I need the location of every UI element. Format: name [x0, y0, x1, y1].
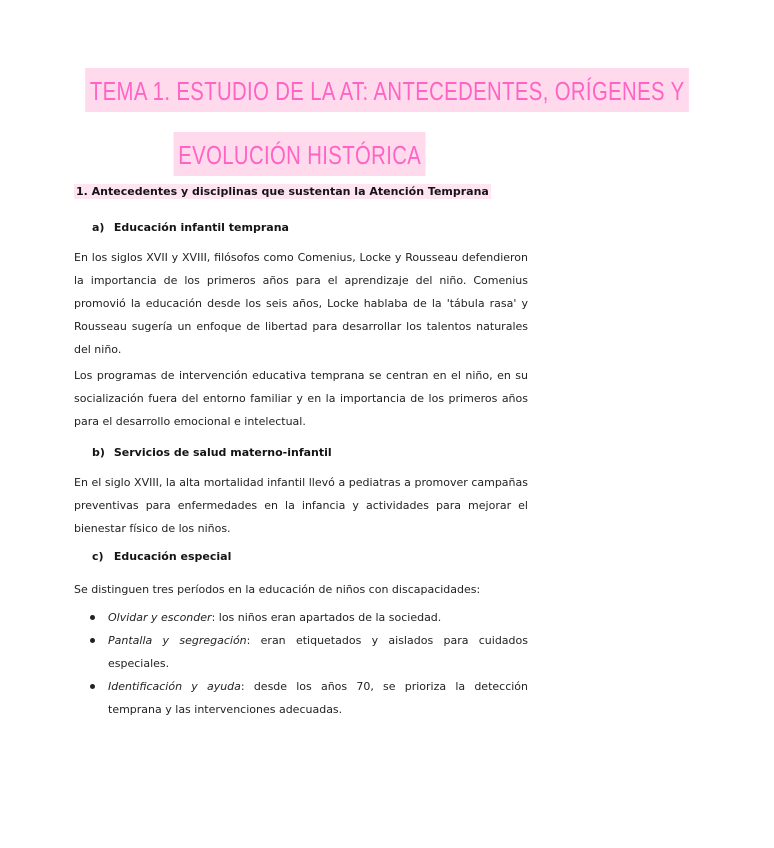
paragraph-a1: En los siglos XVII y XVIII, filósofos como Comenius, Locke y Rousseau defendieron la importancia de los primeros años para el aprendizaje del niño. Comenius promovió la educación desde los seis años, Locke hablaba de la 'tábula rasa' y Rousseau sugería un enfoque de libertad para desarrollar los talentos naturales del niño. [74, 251, 528, 356]
bullet-list [90, 606, 528, 721]
bullet-dot-icon [90, 615, 95, 620]
list-item-term: Identificación y ayuda [108, 680, 241, 693]
bullet-dot-icon [90, 638, 95, 643]
paragraph-b1: En el siglo XVIII, la alta mortalidad infantil llevó a pediatras a promover campañas preventivas para enfermedades en la infancia y actividades para mejorar el bienestar físico de los niños. [74, 476, 528, 535]
title-line-2: EVOLUCIÓN HISTÓRICA [174, 132, 426, 176]
list-item-text: : eran etiquetados y aislados para cuidados especiales. [108, 634, 528, 670]
subsection-label-c: c) [92, 550, 104, 563]
paragraph-c-intro: Se distinguen tres períodos en la educación de niños con discapacidades: [74, 583, 481, 596]
list-item-text: : desde los años 70, se prioriza la detección temprana y las intervenciones adecuadas. [108, 680, 529, 716]
list-item [90, 606, 528, 629]
list-item-text: : los niños eran apartados de la sociedad. [211, 611, 442, 624]
document-title [0, 68, 685, 176]
list-item-term: Olvidar y esconder [108, 611, 212, 624]
subsection-title-c: Educación especial [113, 550, 232, 563]
subsection-title-b: Servicios de salud materno-infantil [113, 446, 332, 459]
subsection-heading-c [92, 550, 231, 563]
list-item [90, 629, 528, 675]
title-line-1: TEMA 1. ESTUDIO DE LA AT: ANTECEDENTES, ORÍGENES Y [85, 68, 689, 112]
section-heading: 1. Antecedentes y disciplinas que sustentan la Atención Temprana [76, 185, 489, 198]
list-item [90, 675, 528, 721]
subsection-label-b: b) [92, 446, 105, 459]
subsection-label-a: a) [92, 221, 105, 234]
subsection-title-a: Educación infantil temprana [113, 221, 289, 234]
paragraph-a2: Los programas de intervención educativa temprana se centran en el niño, en su socialización fuera del entorno familiar y en la importancia de los primeros años para el desarrollo emocional e intelectual. [74, 369, 528, 428]
subsection-heading-b [92, 446, 332, 459]
list-item-term: Pantalla y segregación [108, 634, 247, 647]
subsection-heading-a [92, 221, 289, 234]
bullet-dot-icon [90, 684, 95, 689]
